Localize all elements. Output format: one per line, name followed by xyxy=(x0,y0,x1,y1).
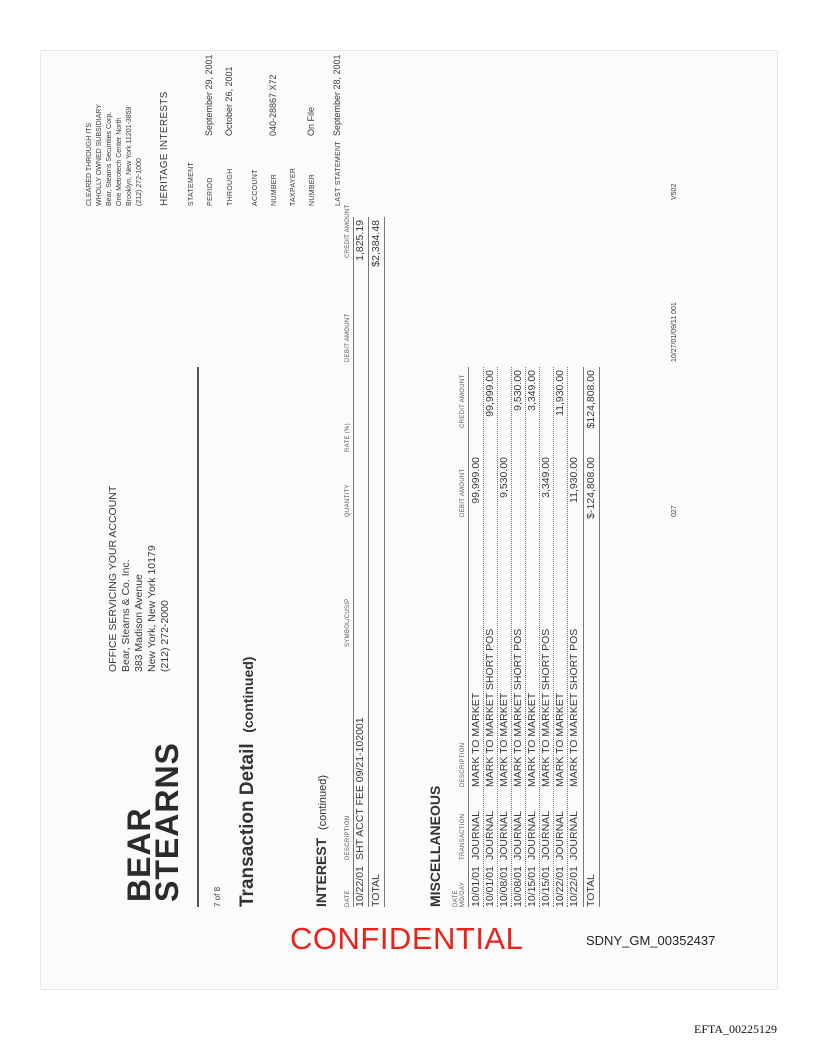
misc-row-date: 10/08/01 xyxy=(498,866,510,907)
office-line: 383 Madison Avenue xyxy=(133,574,145,672)
last-statement: September 28, 2001 xyxy=(332,54,342,136)
interest-total-label: TOTAL xyxy=(370,874,382,907)
col-credit: CREDIT AMOUNT xyxy=(345,204,351,258)
statement-info: STATEMENT PERIODSeptember 29, 2001 THROUGHOctober 26, 2001 ACCOUNT NUMBER040-28867 X72 TAXPAYER NUMBEROn File LAST STATEMENTSeptember 28, 2001 xyxy=(188,54,342,206)
col-quantity: QUANTITY xyxy=(345,484,351,517)
col-description: DESCRIPTION xyxy=(345,815,351,860)
office-title: OFFICE SERVICING YOUR ACCOUNT xyxy=(107,485,119,672)
interest-date: 10/22/01 xyxy=(354,866,366,907)
col-debit: DEBIT AMOUNT xyxy=(345,313,351,362)
misc-row-transaction: JOURNAL xyxy=(470,810,482,860)
misc-row-debit: 99,999.00 xyxy=(470,457,482,504)
misc-total-label: TOTAL xyxy=(585,874,597,907)
misc-row-credit: 9,530.00 xyxy=(512,370,524,411)
taxpayer-number: On File xyxy=(306,106,316,136)
misc-row-date: 10/22/01 xyxy=(568,866,580,907)
account-name: HERITAGE INTERESTS xyxy=(159,91,170,206)
col-date: DATE xyxy=(345,890,351,907)
misc-row-date: 10/15/01 xyxy=(526,866,538,907)
misc-total-debit: $-124,808.00 xyxy=(585,457,597,519)
col-moday: MO/DAY xyxy=(460,881,466,907)
misc-row-transaction: JOURNAL xyxy=(568,810,580,860)
interest-description: SHT ACCT FEE 09/21-102001 xyxy=(354,717,366,860)
table-rule xyxy=(368,217,369,907)
misc-row-transaction: JOURNAL xyxy=(512,810,524,860)
misc-total-credit: $124,808.00 xyxy=(585,370,597,429)
brokerage-statement xyxy=(77,52,697,922)
misc-row-date: 10/15/01 xyxy=(540,866,552,907)
misc-row-credit: 3,349.00 xyxy=(526,370,538,411)
misc-row-date: 10/22/01 xyxy=(554,866,566,907)
confidential-stamp: CONFIDENTIAL xyxy=(290,921,524,956)
interest-total-credit: $2,384.48 xyxy=(370,220,382,267)
misc-row-transaction: JOURNAL xyxy=(526,810,538,860)
bates-number: SDNY_GM_00352437 xyxy=(586,933,716,948)
misc-row-date: 10/01/01 xyxy=(470,866,482,907)
efta-number: EFTA_00225129 xyxy=(694,1022,778,1036)
misc-row-description: MARK TO MARKET SHORT POS xyxy=(540,628,552,787)
misc-row-transaction: JOURNAL xyxy=(484,810,496,860)
misc-row-description: MARK TO MARKET xyxy=(554,692,566,787)
misc-row-debit: 9,530.00 xyxy=(498,457,510,498)
col-description: DESCRIPTION xyxy=(460,742,466,787)
section-title: Transaction Detail (continued) xyxy=(237,656,258,907)
misc-row-credit: 99,999.00 xyxy=(484,370,496,417)
office-line: New York, New York 10179 xyxy=(146,545,158,672)
miscellaneous-heading: MISCELLANEOUS xyxy=(427,785,443,907)
misc-row-debit: 3,349.00 xyxy=(540,457,552,498)
misc-row-transaction: JOURNAL xyxy=(554,810,566,860)
footer-code: 10/27/01/09/11 001 xyxy=(671,302,678,362)
col-symbol: SYMBOL/CUSIP xyxy=(345,598,351,647)
header-rule xyxy=(197,367,199,907)
table-rule xyxy=(468,367,469,907)
office-address xyxy=(107,486,172,672)
interest-credit: 1,825.19 xyxy=(354,220,366,261)
misc-row-description: MARK TO MARKET xyxy=(470,692,482,787)
page-number: 7 of 8 xyxy=(213,886,222,907)
col-date: DATE xyxy=(453,890,459,907)
misc-row-date: 10/01/01 xyxy=(484,866,496,907)
misc-row-description: MARK TO MARKET SHORT POS xyxy=(512,628,524,787)
through-date: October 26, 2001 xyxy=(224,66,234,136)
misc-row-description: MARK TO MARKET xyxy=(526,692,538,787)
misc-row-description: MARK TO MARKET SHORT POS xyxy=(568,628,580,787)
misc-row-debit: 11,930.00 xyxy=(568,457,580,503)
clearing-address: CLEARED THROUGH ITS WHOLLY OWNED SUBSIDIARY Bear, Stearns Securities Corp. One Metrotech Center North Brooklyn, New York 11201-3859 (212) 272-1000 xyxy=(86,104,143,206)
col-transaction: TRANSACTION xyxy=(460,813,466,860)
footer-code: V502 xyxy=(671,183,678,200)
office-line: Bear, Stearns & Co. Inc. xyxy=(120,559,132,672)
col-credit: CREDIT AMOUNT xyxy=(460,374,466,428)
col-rate: RATE (%) xyxy=(345,423,351,452)
footer-code: 027 xyxy=(671,505,678,517)
table-rule xyxy=(599,367,600,907)
misc-row-transaction: JOURNAL xyxy=(498,810,510,860)
account-number: 040-28867 X72 xyxy=(268,74,278,136)
table-rule xyxy=(583,367,584,907)
table-rule xyxy=(384,217,385,907)
misc-row-date: 10/08/01 xyxy=(512,866,524,907)
statement-period: September 29, 2001 xyxy=(204,54,214,136)
col-debit: DEBIT AMOUNT xyxy=(460,468,466,517)
misc-row-description: MARK TO MARKET xyxy=(498,692,510,787)
office-line: (212) 272-2000 xyxy=(159,600,171,672)
misc-row-credit: 11,930.00 xyxy=(554,370,566,416)
bear-stearns-logo: BEAR STEARNS xyxy=(121,742,185,902)
misc-row-transaction: JOURNAL xyxy=(540,810,552,860)
interest-heading: INTEREST (continued) xyxy=(313,774,329,907)
misc-row-description: MARK TO MARKET SHORT POS xyxy=(484,628,496,787)
